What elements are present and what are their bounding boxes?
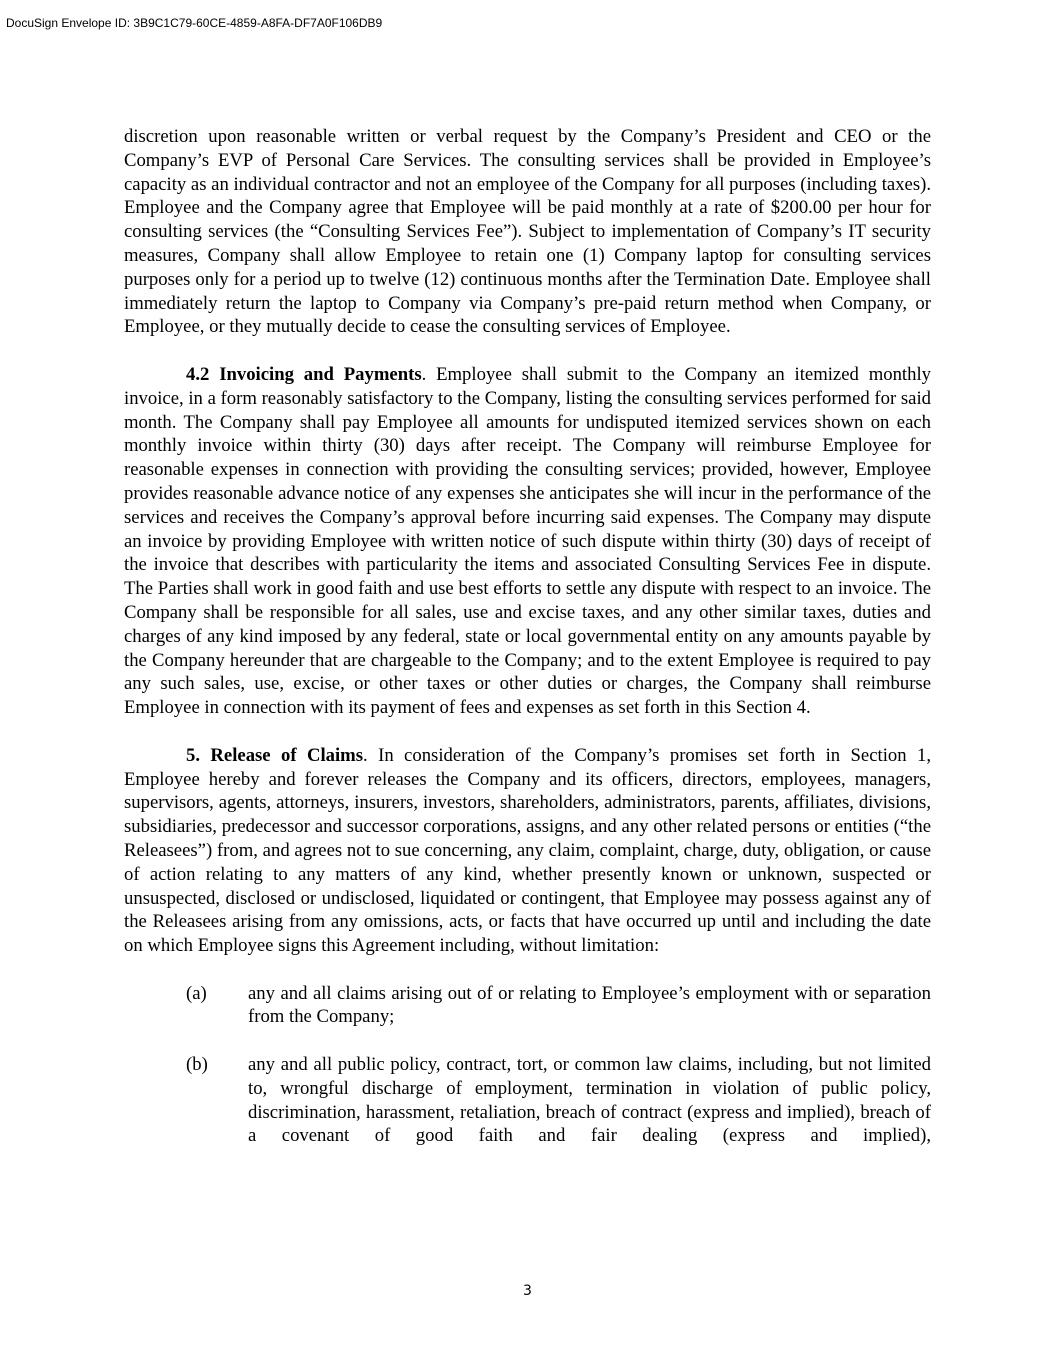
section-5-text: . In consideration of the Company’s promises set forth in Section 1, Employee hereby and forever releases the Company and its officers, directors, employees, managers, supervisors, agents, attorneys, insurers, investors, shareholders, administrators, parents, affiliates, divisions, subsidiaries, predecessor and successor corporations, assigns, and any other related persons or entities (“the Releasees”) from, and agrees not to sue concerning, any claim, complaint, charge, duty, obligation, or cause of action relating to any matters of any kind, whether presently known or unknown, suspected or unsuspected, disclosed or undisclosed, liquidated or contingent, that Employee may possess against any of the Releasees arising from any omissions, acts, or facts that have occurred up until and including the date on which Employee signs this Agreement including, without limitation:	[124, 744, 931, 957]
list-item-text: any and all claims arising out of or relating to Employee’s employment with or separation from the Company;	[248, 982, 931, 1028]
list-item-a	[124, 982, 931, 1030]
continuation-paragraph: discretion upon reasonable written or verbal request by the Company’s President and CEO or the Company’s EVP of Personal Care Services. The consulting services shall be provided in Employee’s capacity as an individual contractor and not an employee of the Company for all purposes (including taxes). Employee and the Company agree that Employee will be paid monthly at a rate of $200.00 per hour for consulting services (the “Consulting Services Fee”). Subject to implementation of Company’s IT security measures, Company shall allow Employee to retain one (1) Company laptop for consulting services purposes only for a period up to twelve (12) continuous months after the Termination Date. Employee shall immediately return the laptop to Company via Company’s pre-paid return method when Company, or Employee, or they mutually decide to cease the consulting services of Employee.	[124, 126, 931, 338]
section-5-heading: 5. Release of Claims	[186, 744, 364, 766]
section-4-2-text: . Employee shall submit to the Company an itemized monthly invoice, in a form reasonably satisfactory to the Company, listing the consulting services performed for said month. The Company shall pay Employee all amounts for undisputed itemized services shown on each monthly invoice within thirty (30) days after receipt. The Company will reimburse Employee for reasonable expenses in connection with providing the consulting services; provided, however, Employee provides reasonable advance notice of any expenses she anticipates she will incur in the performance of the services and receives the Company’s approval before incurring said expenses. The Company may dispute an invoice by providing Employee with written notice of such dispute within thirty (30) days of receipt of the invoice that describes with particularity the items and associated Consulting Services Fee in dispute. The Parties shall work in good faith and use best efforts to settle any dispute with respect to an invoice. The Company shall be responsible for all sales, use and excise taxes, and any other similar taxes, duties and charges of any kind imposed by any federal, state or local governmental entity on any amounts payable by the Company hereunder that are chargeable to the Company; and to the extent Employee is required to pay any such sales, use, excise, or other taxes or other duties or charges, the Company shall reimburse Employee in connection with its payment of fees and expenses as set forth in this Section 4.	[124, 363, 931, 719]
list-item-b	[124, 1053, 931, 1148]
section-4-2-heading: 4.2 Invoicing and Payments	[186, 363, 422, 385]
list-item-label: (b)	[186, 1054, 208, 1076]
list-item-label: (a)	[186, 982, 207, 1004]
docusign-envelope-id: DocuSign Envelope ID: 3B9C1C79-60CE-4859-A8FA-DF7A0F106DB9	[6, 16, 383, 30]
list-item-text: any and all public policy, contract, tort, or common law claims, including, but not limited to, wrongful discharge of employment, termination in violation of public policy, discrimination, harassment, retaliation, breach of contract (express and implied), breach of a covenant of good faith and fair dealing (express and implied),	[248, 1054, 931, 1147]
document-body	[124, 125, 931, 1172]
page-number: 3	[523, 1283, 532, 1299]
section-5-paragraph	[124, 744, 931, 958]
section-4-2-paragraph	[124, 363, 931, 720]
